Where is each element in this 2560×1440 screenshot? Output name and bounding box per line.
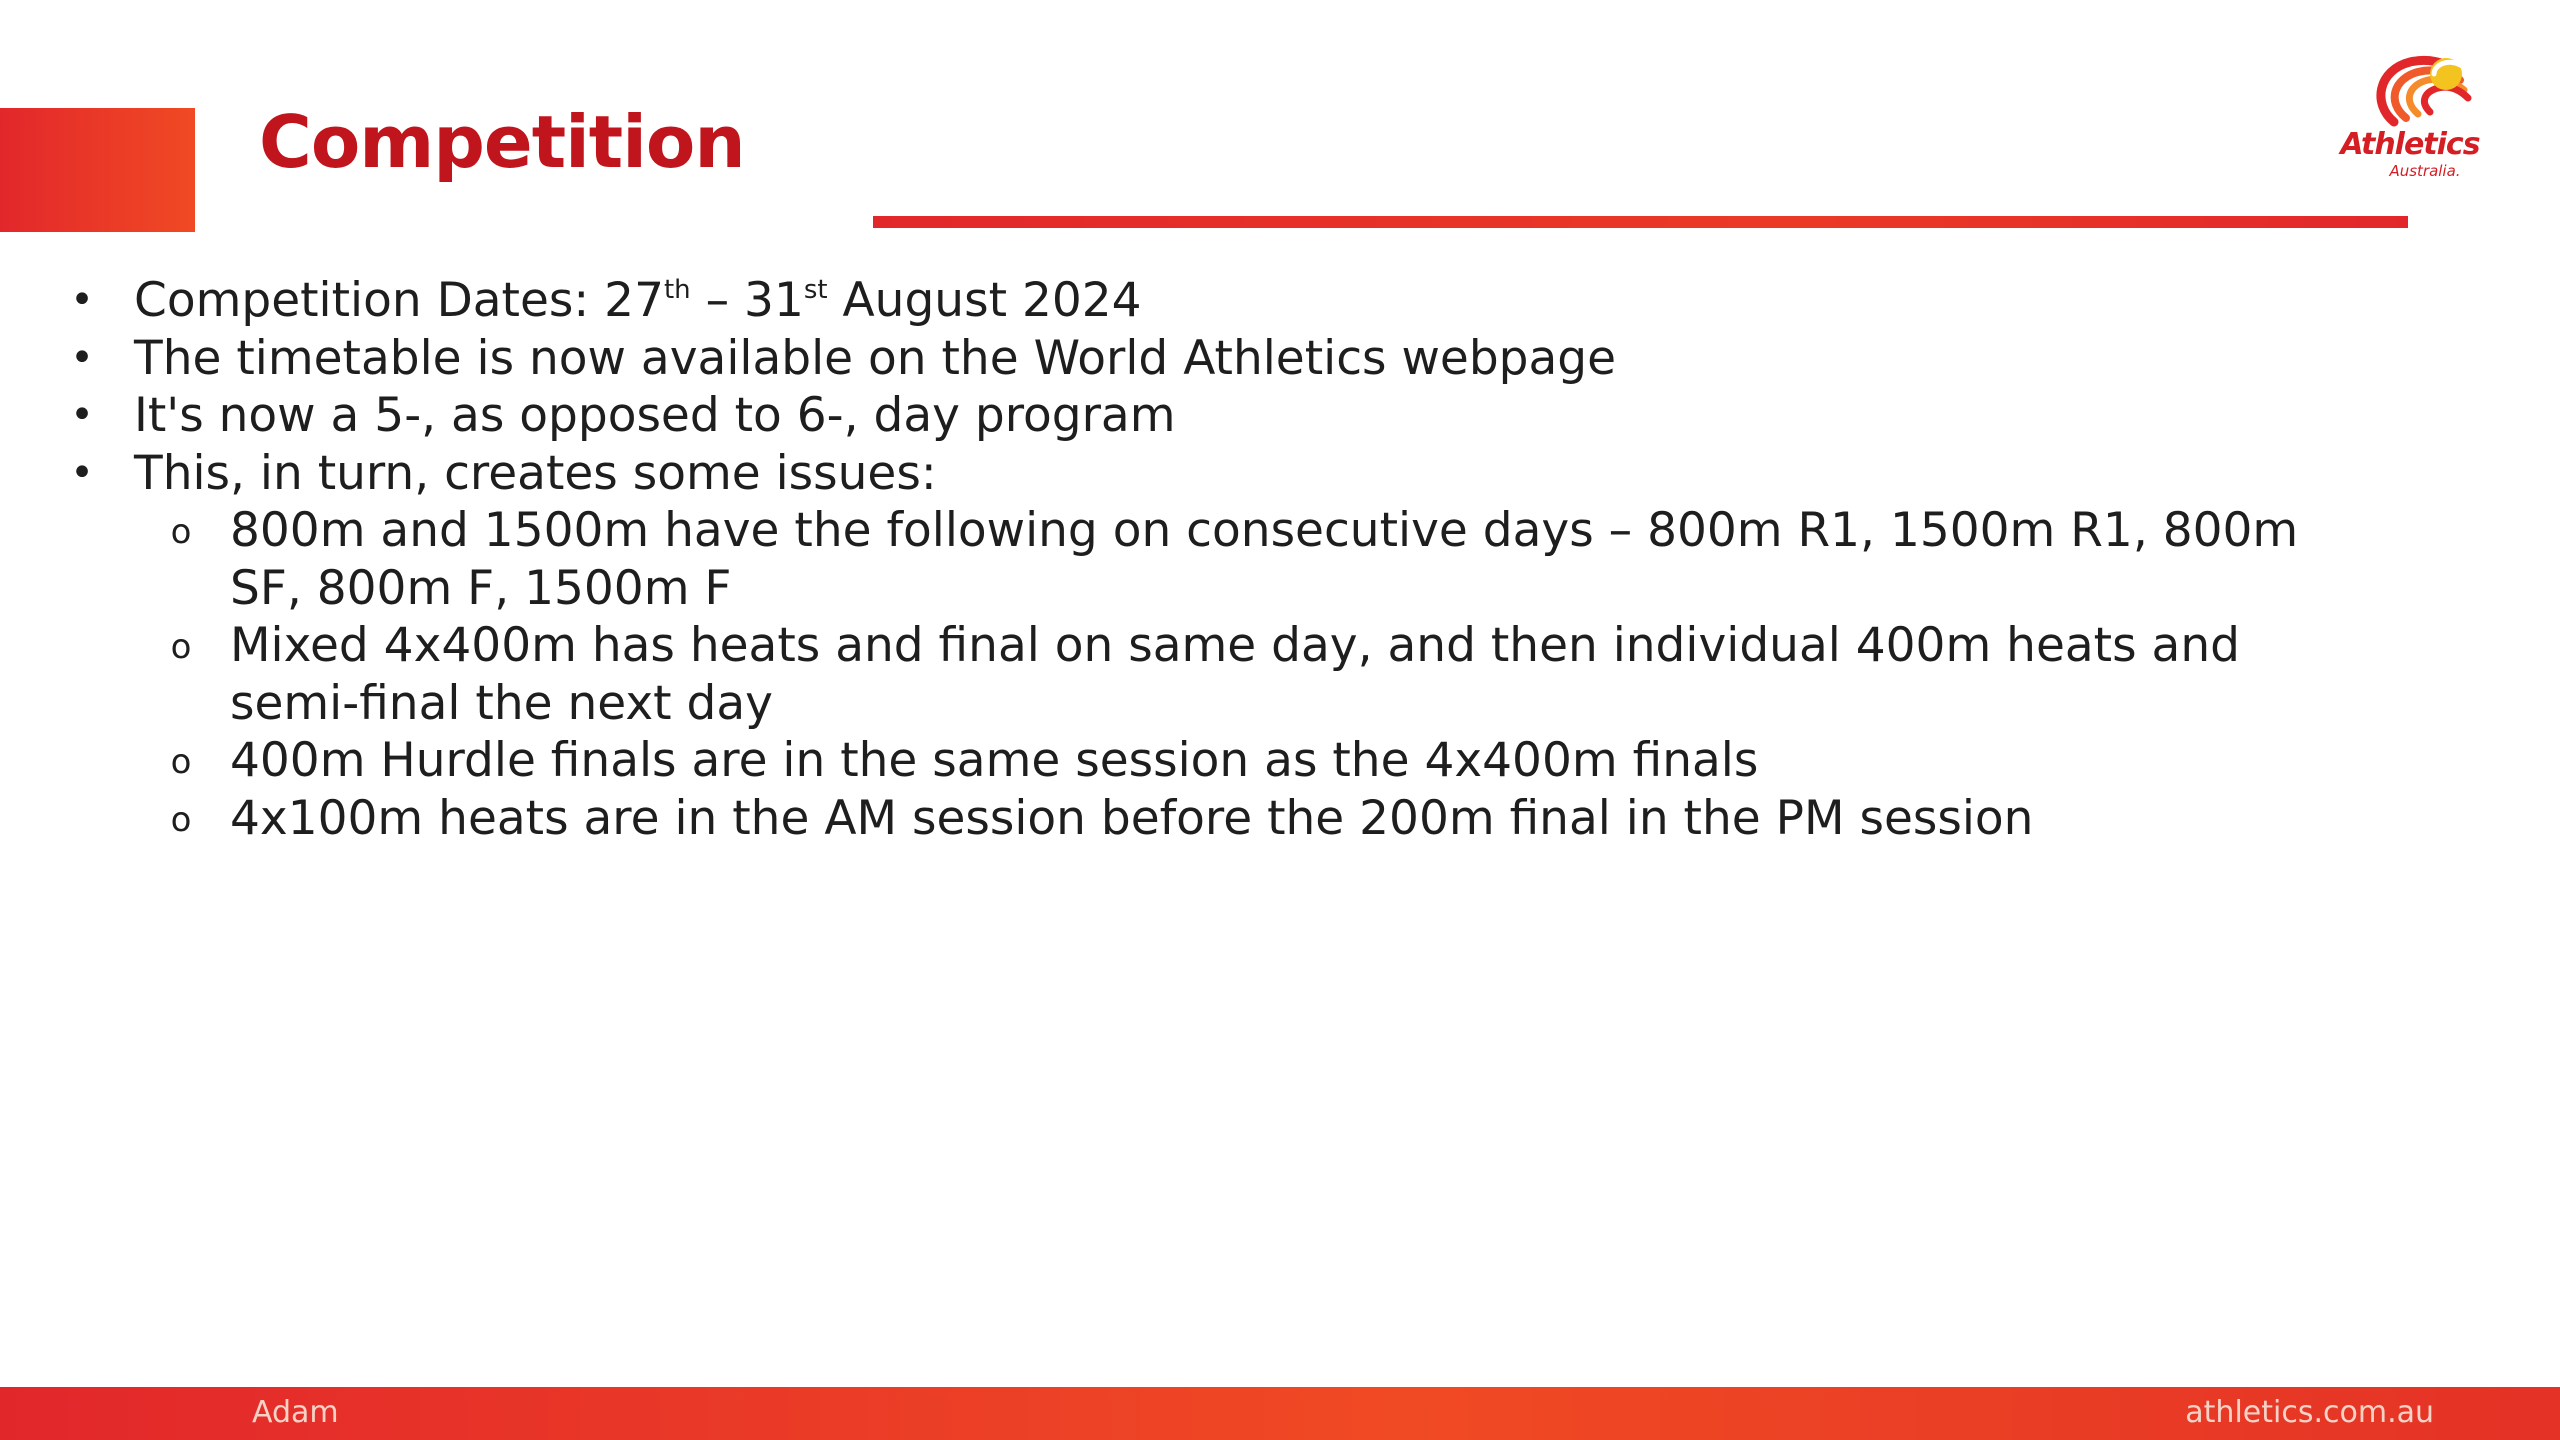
sub-bullet-text: Mixed 4x400m has heats and final on same day, and then individual 400m heats and semi-final the next day xyxy=(230,618,2240,731)
bullet-item xyxy=(70,387,2370,445)
dates-month-text: August 2024 xyxy=(827,273,1142,328)
dates-end-text: – 31 xyxy=(690,273,804,328)
bullet-text: This, in turn, creates some issues: xyxy=(134,445,937,501)
footer-website: athletics.com.au xyxy=(2185,1395,2434,1430)
bullet-text-competition-dates xyxy=(134,273,1142,328)
slide-body xyxy=(70,272,2370,847)
bullet-marker: • xyxy=(70,277,94,323)
bullet-item xyxy=(70,445,2370,503)
sub-bullet-text: 4x100m heats are in the AM session before the 200m final in the PM session xyxy=(230,790,2034,846)
bullet-item xyxy=(70,330,2370,388)
bullet-marker: • xyxy=(70,392,94,438)
logo-subtitle: Australia. xyxy=(2389,162,2461,180)
bullet-marker: • xyxy=(70,334,94,381)
footer-presenter: Adam xyxy=(252,1395,339,1430)
logo-wordmark: Athletics xyxy=(2340,127,2480,162)
title-accent-block xyxy=(0,108,195,232)
bullet-text: The timetable is now available on the World Athletics webpage xyxy=(134,330,1617,386)
athletics-australia-swoosh-icon xyxy=(2364,52,2474,132)
sub-bullet-marker: o xyxy=(170,512,192,552)
title-underline xyxy=(873,216,2408,228)
bullet-marker: • xyxy=(70,449,94,496)
sub-bullet-item xyxy=(70,502,2310,617)
athletics-australia-logo xyxy=(2340,52,2484,186)
sub-bullet-item xyxy=(70,790,2310,848)
sub-bullet-item xyxy=(70,732,2310,790)
footer-bar xyxy=(0,1387,2560,1440)
bullet-item xyxy=(70,272,2370,330)
bullet-text: It's now a 5-, as opposed to 6-, day program xyxy=(134,388,1176,443)
sub-bullet-marker: o xyxy=(170,799,192,840)
slide-title: Competition xyxy=(259,100,745,184)
sub-bullet-marker: o xyxy=(170,627,192,667)
sub-bullet-marker: o xyxy=(170,742,192,782)
sub-bullet-text: 800m and 1500m have the following on consecutive days – 800m R1, 1500m R1, 800m SF, 800m F, 1500m F xyxy=(230,503,2299,616)
ordinal-suffix: st xyxy=(803,275,828,305)
dates-start-text: Competition Dates: 27 xyxy=(134,273,664,328)
sub-bullet-text: 400m Hurdle finals are in the same session as the 4x400m finals xyxy=(230,733,1759,788)
ordinal-suffix: th xyxy=(663,275,691,305)
sub-bullet-item xyxy=(70,617,2310,732)
